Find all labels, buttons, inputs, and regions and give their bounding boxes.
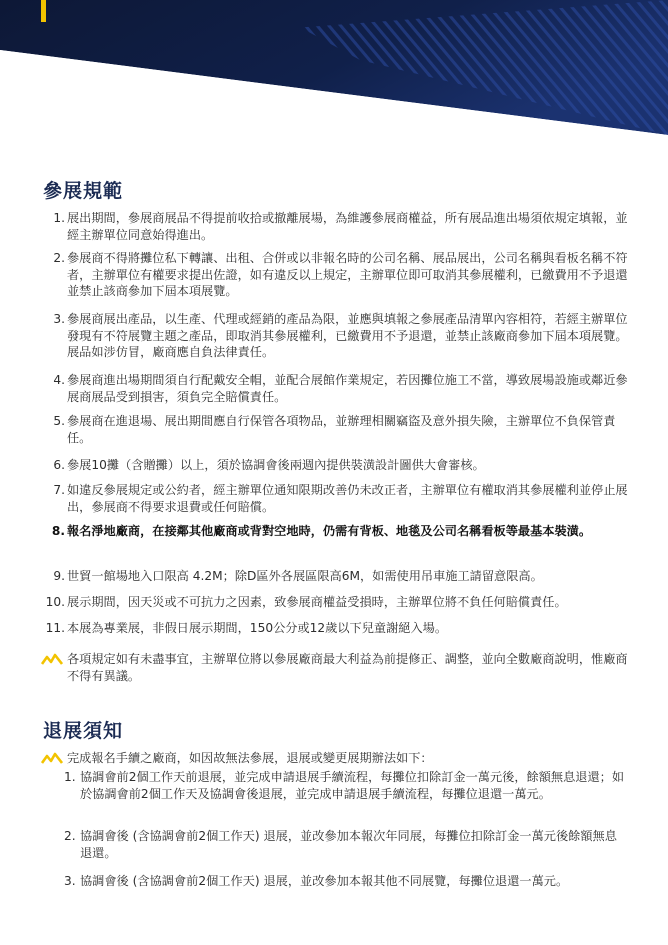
rule-item: 4. 參展商進出場期間須自行配戴安全帽，並配合展館作業規定，若因攤位施工不當，導致展場設施或鄰近參展商展品受到損害，須負完全賠償責任。 — [53, 373, 628, 404]
rule-item: 11. 本展為專業展，非假日展示期間，150公分或12歲以下兒童謝絕入場。 — [45, 621, 448, 635]
mountain-icon — [41, 751, 63, 765]
withdraw-item: 3. 協調會後 (含協調會前2個工作天) 退展，並改參加本報其他不同展覽，每攤位退還一萬元。 — [64, 874, 569, 888]
rule-item-emphasis: 8. 報名淨地廠商，在接鄰其他廠商或背對空地時，仍需有背板、地毯及公司名稱看板等最基本裝潢。 — [51, 524, 592, 538]
rule-item: 5. 參展商在進退場、展出期間應自行保管各項物品，並辦理相關竊盜及意外損失險，主辦單位不負保管責任。 — [53, 414, 616, 445]
rules-note: 各項規定如有未盡事宜，主辦單位將以參展廠商最大利益為前提修正、調整，並向全數廠商說明，惟廠商不得有異議。 — [67, 651, 628, 684]
withdraw-item: 1. 協調會前2個工作天前退展，並完成申請退展手續流程，每攤位扣除訂金一萬元後，餘額無息退還；如於協調會前2個工作天及協調會後退展，並完成申請退展手續流程，每攤位退還一萬元。 — [64, 770, 625, 801]
section-title-withdraw: 退展須知 — [43, 720, 124, 742]
rule-item: 10. 展示期間，因天災或不可抗力之因素，致參展商權益受損時，主辦單位將不負任何賠償責任。 — [45, 595, 567, 609]
rule-item: 3. 參展商展出產品，以生產、代理或經銷的產品為限，並應與填報之參展產品清單內容相符，若經主辦單位發現有不符展覽主題之產品，即取消其參展權利，已繳費用不予退還，並禁止該廠商參加下屆本項展覽。展品如涉仿冒，廠商應自負法律責任。 — [53, 312, 628, 359]
rule-item: 9. 世貿一館場地入口限高 4.2M；除D區外各展區限高6M，如需使用吊車施工請留意限高。 — [53, 569, 543, 583]
rule-item: 7. 如違反參展規定或公約者，經主辦單位通知限期改善仍未改正者，主辦單位有權取消其參展權利並停止展出，參展商不得要求退費或任何賠償。 — [53, 483, 628, 514]
mountain-icon — [41, 652, 63, 666]
withdraw-item: 2. 協調會後 (含協調會前2個工作天) 退展，並改參加本報次年同展，每攤位扣除訂金一萬元後餘額無息退還。 — [64, 829, 617, 860]
rule-item: 2. 參展商不得將攤位私下轉讓、出租、合併或以非報名時的公司名稱、展品展出，公司名稱與看板名稱不符者，主辦單位有權要求提出佐證，如有違反以上規定，主辦單位即可取消其參展權利，已繳費用不予退還並禁止該商參加下屆本項展覽。 — [53, 251, 628, 298]
withdraw-intro: 完成報名手續之廠商，如因故無法參展，退展或變更展期辦法如下： — [67, 750, 628, 767]
accent-bar — [41, 0, 46, 22]
rule-item: 1. 展出期間，參展商展品不得提前收拾或撤離展場，為維護參展商權益，所有展品進出場須依規定填報，並經主辦單位同意始得進出。 — [53, 211, 628, 242]
header-banner-graphic — [0, 0, 668, 135]
rule-item: 6. 參展10攤（含贈攤）以上，須於協調會後兩週內提供裝潢設計圖供大會審核。 — [53, 458, 485, 472]
section-title-rules: 參展規範 — [43, 180, 124, 202]
